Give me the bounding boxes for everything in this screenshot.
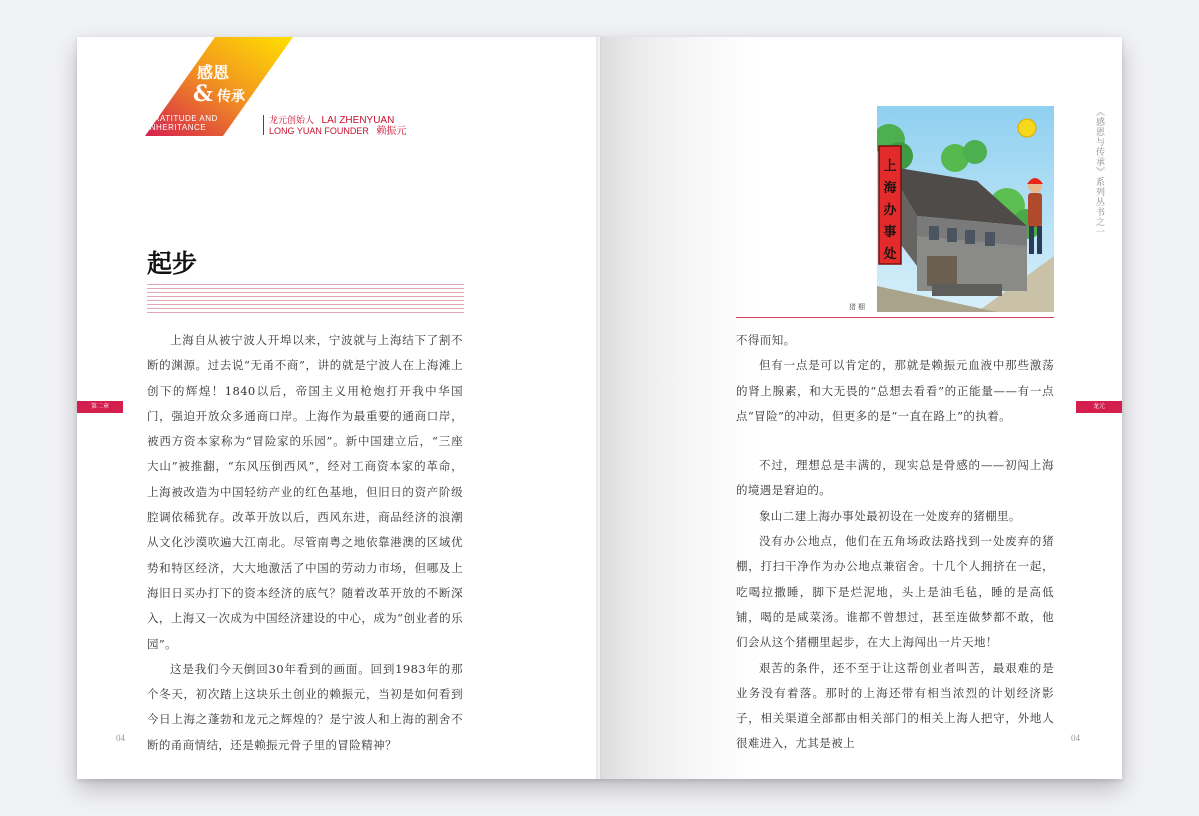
right-body-text: [736, 328, 1054, 757]
logo-title-gratitude: 感恩: [197, 63, 230, 82]
pig-shed-illustration: [877, 106, 1054, 312]
paragraph-gap: [736, 429, 1054, 453]
logo-title-inheritance: 传承: [217, 89, 245, 105]
chapter-title: 起步: [147, 249, 198, 278]
founder-en-name: LAI ZHENYUAN: [321, 115, 395, 126]
left-page: [77, 37, 600, 779]
svg-text:上: 上: [883, 159, 897, 174]
illustration-art: [877, 106, 1054, 312]
left-page-number: 04: [116, 733, 125, 743]
paragraph: 但有一点是可以肯定的，那就是赖振元血液中那些激荡的肾上腺素，和大无畏的“总想去看看”的正能量——有一点点“冒险”的冲动，但更多的是“一直在路上”的执着。: [736, 358, 1054, 423]
paragraph: 不得而知。: [736, 333, 796, 347]
caption-rule: [736, 317, 1054, 318]
paragraph: 艰苦的条件，还不至于让这帮创业者叫苦，最艰难的是业务没有着落。那时的上海还带有相当浓烈的计划经济影子，相关渠道全部都由相关部门的相关上海人把守，外地人很难进入，尤其是被上: [736, 660, 1054, 751]
brand-tab: 龙元: [1076, 401, 1122, 413]
svg-text:办: 办: [883, 203, 897, 218]
left-body-text: [147, 328, 463, 758]
paragraph: 没有办公地点，他们在五角场政法路找到一处废弃的猪棚，打扫干净作为办公地点兼宿舍。十几个人拥挤在一起，吃喝拉撒睡，脚下是烂泥地，头上是油毛毡，睡的是高低铺，喝的是咸菜汤。谁都不曾想过，甚至连做梦都不敢，他们会从这个猪棚里起步，在大上海闯出一片天地！: [736, 534, 1054, 650]
founder-cn-name: 赖振元: [376, 126, 407, 137]
series-label-vertical: 《感恩与传承》系列丛书之一: [1094, 107, 1104, 237]
right-page: [600, 37, 1122, 779]
illustration-caption: 猪 棚: [849, 304, 865, 311]
right-page-number: 04: [1071, 733, 1080, 743]
logo-english-line1: GRATITUDE AND: [147, 114, 218, 123]
paragraph: 象山二建上海办事处最初设在一处废弃的猪棚里。: [759, 508, 1021, 523]
logo-ampersand: &: [193, 81, 213, 107]
spine-shadow: [596, 37, 602, 779]
title-rule-lines: [147, 284, 464, 314]
svg-text:处: 处: [883, 247, 897, 262]
founder-divider: [263, 115, 264, 135]
paragraph: 上海自从被宁波人开埠以来，宁波就与上海结下了割不断的渊源。过去说“无甬不商”，讲的就是宁波人在上海滩上创下的辉煌！1840以后，帝国主义用枪炮打开我中华国门，强迫开放众多通商口岸。上海作为最重要的通商口岸，被西方资本家称为“冒险家的乐园”。新中国建立后，“三座大山”被推翻，“东风压倒西风”，经对工商资本家的革命，上海被改造为中国轻纺产业的红色基地，但旧日的资产阶级腔调依稀犹存。改革开放以后，西风东进，商品经济的浪潮从文化沙漠吹遍大江南北。尽管南粤之地依靠港澳的区域优势和特区经济，大大地激活了中国的劳动力市场，但哪及上海旧日买办打下的资本经济的底气？随着改革开放的不断深入，上海又一次成为中国经济建设的中心，成为“创业者的乐园”。: [147, 333, 463, 651]
logo-english: [147, 114, 218, 132]
book-spread: [77, 37, 1122, 779]
founder-cn-label: 龙元创始人: [269, 115, 315, 125]
founder-en-label: LONG YUAN FOUNDER: [269, 126, 369, 136]
svg-text:事: 事: [883, 225, 897, 240]
founder-block: [269, 115, 406, 137]
paragraph: 这是我们今天倒回30年看到的画面。回到1983年的那个冬天，初次踏上这块乐土创业的赖振元，当初是如何看到今日上海之蓬勃和龙元之辉煌的？是宁波人和上海的割舍不断的甬商情结，还是赖振元骨子里的冒险精神？: [147, 661, 463, 752]
paragraph: 不过，理想总是丰满的，现实总是骨感的——初闯上海的境遇是窘迫的。: [736, 458, 1054, 498]
chapter-tab: 第二章: [77, 401, 123, 413]
logo-english-line2: INHERITANCE: [147, 123, 207, 132]
svg-text:海: 海: [883, 181, 897, 196]
